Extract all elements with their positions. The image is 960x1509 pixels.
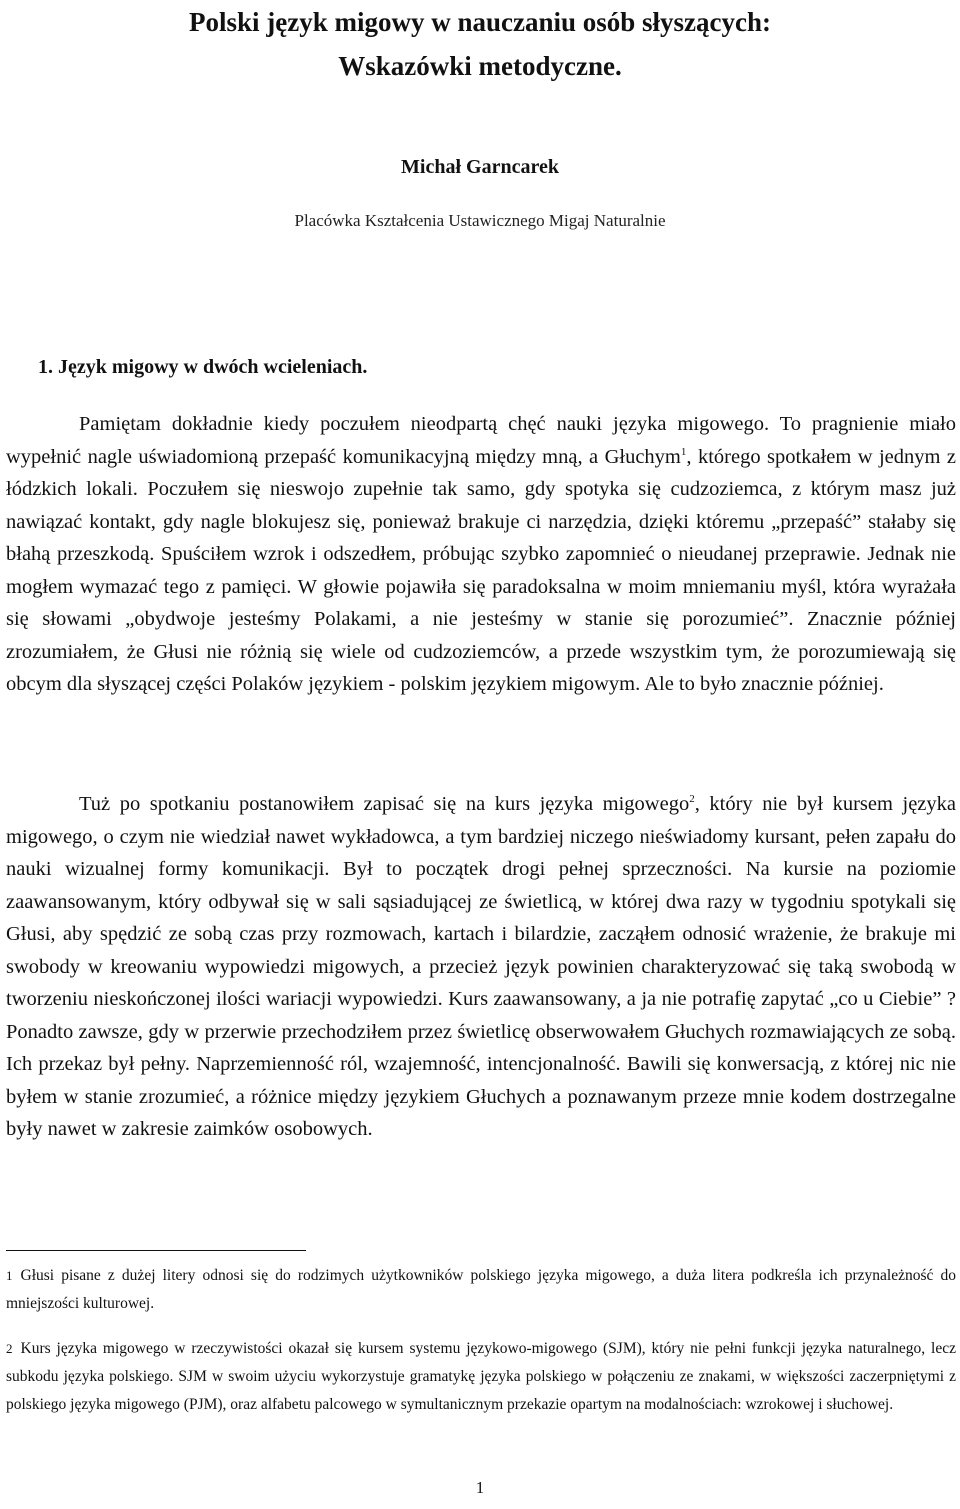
footnote-number: 2	[6, 1341, 13, 1356]
author-name: Michał Garncarek	[401, 156, 559, 178]
footnote-divider	[6, 1250, 306, 1251]
paragraph-text: Pamiętam dokładnie kiedy poczułem nieodpartą chęć nauki języka migowego. To pragnienie miało wypełnić nagle uświadomioną przepaść komunikacyjną między mną, a Głuchym	[6, 413, 956, 468]
title-line-1: Polski język migowy w nauczaniu osób słyszących:	[188, 7, 772, 37]
title-line-2: Wskazówki metodyczne.	[338, 51, 622, 81]
paragraph-text: , który nie był kursem języka migowego, o czym nie wiedział nawet wykładowca, a tym bardziej niczego nieświadomy kursant, pełen zapału do nauki wizualnej formy komunikacji. Był to początek drogi pełnej sprzeczności. Na kursie na poziomie zaawansowanym, który odbywał się w sali sąsiadującej ze świetlicą, w której dwa razy w tygodniu spotykali się Głusi, aby spędzić ze sobą czas przy rozmowach, kartach i bilardzie, zacząłem odnosić wrażenie, że brakuje mi swobody w kreowaniu wypowiedzi migowych, a przecież język powinien charakteryzować się taką swobodą w tworzeniu nieskończonej ilości wariacji wypowiedzi. Kurs zaawansowany, a ja nie potrafię zapytać „co u Ciebie” ? Ponadto zawsze, gdy w przerwie przechodziłem przez świetlicę obserwowałem Głuchych rozmawiających ze sobą. Ich przekaz był pełny. Naprzemienność ról, wzajemność, intencjonalność. Bawili się konwersacją, z której nic nie byłem w stanie zrozumieć, a różnice między językiem Głuchych a poznawanym przeze mnie kodem dostrzegalne były nawet w zakresie zaimków osobowych.	[6, 793, 956, 1140]
footnote-ref-1[interactable]: 1	[680, 445, 687, 458]
footnote-1	[6, 1262, 956, 1318]
paragraph-text: Tuż po spotkaniu postanowiłem zapisać się na kurs języka migowego	[79, 793, 690, 815]
document-title	[0, 0, 960, 88]
body-paragraph-2	[6, 788, 956, 1146]
author-affiliation: Placówka Kształcenia Ustawicznego Migaj Naturalnie	[294, 211, 666, 230]
footnote-text: Głusi pisane z dużej litery odnosi się do rodzimych użytkowników polskiego języka migowego, a duża litera podkreśla ich przynależność do mniejszości kulturowej.	[6, 1267, 956, 1312]
paragraph-text: , którego spotkałem w jednym z łódzkich lokali. Poczułem się nieswojo zupełnie tak samo, gdy spotyka się cudzoziemca, z którym masz już nawiązać kontakt, gdy nagle blokujesz się, ponieważ brakuje ci narzędzia, dzięki któremu „przepaść” stałaby się błahą przeszkodą. Spuściłem wzrok i odszedłem, próbując szybko zapomnieć o nieudanej przeprawie. Jednak nie mogłem wymazać tego z pamięci. W głowie pojawiła się paradoksalna w moim mniemaniu myśl, która wyrażała się słowami „obydwoje jesteśmy Polakami, a nie jesteśmy w stanie się porozumieć”. Znacznie później zrozumiałem, że Głusi nie różnią się wiele od cudzoziemców, a przede wszystkim tym, że porozumiewają się obcym dla słyszącej części Polaków językiem - polskim językiem migowym. Ale to było znacznie później.	[6, 445, 957, 695]
footnote-2	[6, 1335, 956, 1419]
body-paragraph-1	[6, 408, 956, 701]
page-number: 1	[475, 1478, 485, 1497]
footnote-number: 1	[6, 1268, 13, 1283]
footnote-ref-2[interactable]: 2	[689, 793, 695, 806]
section-heading: 1. Język migowy w dwóch wcieleniach.	[38, 356, 368, 378]
footnote-text: Kurs języka migowego w rzeczywistości okazał się kursem systemu językowo-migowego (SJM), który nie pełni funkcji języka naturalnego, lecz subkodu języka polskiego. SJM w swoim użyciu wykorzystuje gramatykę języka polskiego w połączeniu ze znakami, w większości zaczerpniętymi z polskiego języka migowego (PJM), oraz alfabetu palcowego w symultanicznym przekazie opartym na modalnościach: wzrokowej i słuchowej.	[6, 1340, 956, 1413]
